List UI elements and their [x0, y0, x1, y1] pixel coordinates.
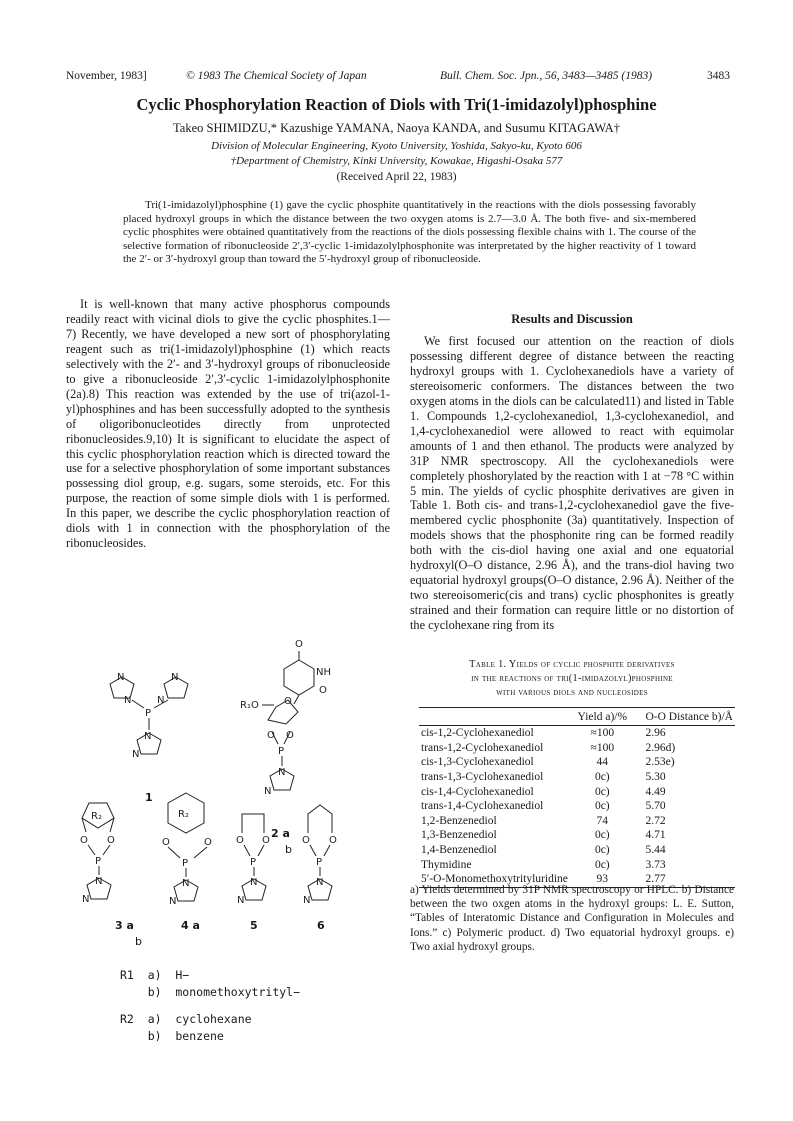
table-cell-compound: Thymidine — [421, 858, 472, 871]
table-cell-yield: 0c) — [594, 829, 610, 842]
compound-label-3a: 3 a — [115, 919, 134, 932]
table-cell-distance: 4.49 — [645, 785, 666, 798]
svg-text:N: N — [250, 877, 258, 888]
svg-text:NH: NH — [316, 667, 331, 678]
table-cell-distance: 2.96 — [645, 727, 666, 740]
svg-text:N: N — [303, 895, 311, 906]
table-cell-distance: 2.72 — [645, 814, 666, 827]
compound-5-structure — [236, 814, 270, 906]
header-page-number: 3483 — [707, 70, 730, 82]
svg-text:O: O — [329, 835, 337, 846]
svg-text:O: O — [162, 837, 170, 848]
svg-text:O: O — [107, 835, 115, 846]
compound-1-structure — [110, 672, 188, 760]
table-cell-compound: 1,2-Benzenediol — [421, 814, 497, 827]
svg-text:P: P — [316, 857, 323, 868]
table-cell-distance: 2.96d) — [645, 741, 676, 754]
compound-4-structure — [162, 793, 212, 907]
introduction-paragraph: It is well-known that many active phosphorus compounds readily react with vicinal diols to give the cyclic phosphites.1—7) Recently, we have developed a new sort of phosphorylating reagent such as tri(1-imidazolyl)phosphine (1) which reacts selectively with the 2′- and 3′-hydroxyl groups of ribonucleoside to give a ribonucleoside 2′,3′-cyclic 1-imidazolylphosphonite (2a).8) This reaction was extended by the use of tri(azol-1-yl)phosphines and has been successfully adopted to the synthesis of oligoribonucleotides directly from unprotected ribonucleosides.9,10) It is significant to elucidate the aspect of this cyclic phosphorylation reaction which is directed toward the use for a selective phosphorylation of some important substances possessing diol group, e.g. sugars, some steroids, etc. For this purpose, the reaction of some simple diols with 1 is performed. In this paper, we describe the cyclic phosphorylation reaction of diols with 1 in connection with the phosphorylation of the ribonucleosides. — [66, 297, 390, 551]
table-cell-compound: 5′-O-Monomethoxytrityluridine — [419, 872, 571, 887]
svg-text:O: O — [295, 639, 303, 650]
table-header-yield: Yield a)/% — [571, 708, 633, 726]
table-cell-yield: 0c) — [594, 785, 610, 798]
compound-label-2a: 2 a — [271, 827, 290, 840]
table-cell-compound: 1,4-Benzenediol — [421, 844, 497, 857]
table-header-compound — [419, 708, 571, 726]
table-cell-compound: cis-1,2-Cyclohexanediol — [421, 727, 534, 740]
svg-text:P: P — [95, 856, 102, 867]
svg-text:N: N — [237, 895, 245, 906]
table-cell-distance: 5.30 — [645, 771, 666, 784]
table-row — [419, 857, 735, 872]
table-header-distance: O-O Distance b)/Å — [633, 708, 735, 726]
compound-6-structure — [302, 805, 337, 906]
header-date: November, 1983] — [66, 70, 147, 82]
table-row — [419, 755, 735, 770]
svg-text:P: P — [250, 857, 257, 868]
table-footnotes: a) Yields determined by 31P NMR spectroscopy or HPLC. b) Distance between the two oxgen atoms in the hydroxyl groups: L. E. Sutton, “Tables of Interatomic Distance and Configuration in Molecules and Ions.” c) Polymeric product. d) Two equatorial hydroxyl groups. e) Two axial hydroxyl groups. — [410, 884, 734, 953]
svg-text:P: P — [145, 708, 152, 719]
table-row — [419, 843, 735, 858]
compound-label-5: 5 — [250, 919, 258, 932]
table-cell-distance: 4.71 — [645, 829, 666, 842]
table-cell-yield: 74 — [596, 814, 609, 827]
svg-text:N: N — [171, 672, 179, 683]
svg-text:O: O — [262, 835, 270, 846]
svg-text:O: O — [302, 835, 310, 846]
table-caption — [410, 658, 734, 700]
compound-label-2b: b — [285, 843, 292, 856]
svg-text:O: O — [204, 837, 212, 848]
paper-title: Cyclic Phosphorylation Reaction of Diols with Tri(1-imidazolyl)phosphine — [136, 95, 657, 114]
table-cell-distance: 2.53e) — [645, 756, 675, 769]
table-cell-compound: trans-1,3-Cyclohexanediol — [421, 771, 544, 784]
affiliation-kinki: †Department of Chemistry, Kinki University, Kowakae, Higashi-Osaka 577 — [230, 155, 563, 167]
svg-text:N: N — [157, 695, 165, 706]
header-copyright: © 1983 The Chemical Society of Japan — [186, 70, 367, 82]
svg-text:R₁O: R₁O — [240, 700, 259, 711]
svg-text:N: N — [182, 878, 190, 889]
table-cell-yield: ≈100 — [590, 727, 615, 740]
svg-text:O: O — [319, 685, 327, 696]
table-cell-yield: 0c) — [594, 844, 610, 857]
chemical-structures — [64, 639, 394, 920]
table-header-row — [419, 708, 735, 726]
svg-text:R₂: R₂ — [91, 811, 102, 822]
legend-r1-b: b) monomethoxytrityl− — [120, 985, 301, 999]
svg-text:N: N — [264, 786, 272, 797]
table-cell-yield: 0c) — [594, 771, 610, 784]
yields-table — [419, 707, 735, 888]
compound-label-4a: 4 a — [181, 919, 200, 932]
table-row — [419, 784, 735, 799]
svg-text:N: N — [124, 695, 132, 706]
table-cell-yield: 44 — [596, 756, 609, 769]
table-cell-yield: 93 — [571, 872, 633, 887]
svg-text:O: O — [284, 696, 292, 707]
legend-r2-b: b) benzene — [120, 1029, 224, 1043]
results-paragraph: We first focused our attention on the reaction of diols possessing different degree of distance between the reacting hydroxyl groups with 1. Cyclohexanediols have a variety of stereoisomeric conformers. The distances between the two oxygen atoms in the diols can be calculated11) and listed in Table 1. Compounds 1,2-cyclohexanediol, 1,3-cyclohexanediol, and 1,4-cyclohexanediol were allowed to react with equimolar amounts of 1 and then ethanol. The products were analyzed by 31P NMR spectroscopy. All the cyclohexanediols were completely phoshorylated by the reaction with 1 at −78 °C within 5 min. The yields of cyclic phosphite derivatives are given in Table 1. Both cis- and trans-1,2-cyclohexanediol gave the five-membered cyclic phosphonite (3a) quantitatively. Inspection of models shows that the phosphonite ring can be formed readily both with the cis-diol having one axial and one equatorial hydroxyl(O–O distance, 2.96 Å), and the trans-diol having two equatorial hydroxyl groups(O–O distance, 2.96 Å). Neither of the two stereoisomeric(cis and trans) cyclic phosphonites is greatly strained and their formation can require little or no distortion of the cyclohexane ring from its — [410, 334, 734, 633]
table-row — [419, 726, 735, 741]
svg-text:N: N — [144, 731, 152, 742]
svg-text:O: O — [236, 835, 244, 846]
svg-text:N: N — [82, 894, 90, 905]
table-cell-compound: cis-1,3-Cyclohexanediol — [421, 756, 534, 769]
svg-text:N: N — [117, 672, 125, 683]
svg-text:P: P — [278, 746, 285, 757]
table-cell-distance: 5.44 — [645, 844, 666, 857]
compound-label-6: 6 — [317, 919, 325, 932]
compound-2-structure — [240, 639, 331, 797]
svg-text:N: N — [169, 896, 177, 907]
table-row — [419, 799, 735, 814]
table-cell-compound: cis-1,4-Cyclohexanediol — [421, 785, 534, 798]
author-list: Takeo SHIMIDZU,* Kazushige YAMANA, Naoya KANDA, and Susumu KITAGAWA† — [173, 121, 620, 135]
table-caption-line-3: with various diols and nucleosides — [496, 688, 648, 698]
svg-text:N: N — [278, 767, 286, 778]
table-cell-compound: trans-1,4-Cyclohexanediol — [421, 800, 544, 813]
legend-r2-a: R2 a) cyclohexane — [120, 1012, 252, 1026]
table-cell-distance: 5.70 — [645, 800, 666, 813]
table-caption-line-2: in the reactions of tri(1-imidazolyl)phosphine — [471, 673, 673, 684]
table-cell-distance: 3.73 — [645, 858, 666, 871]
svg-text:P: P — [182, 858, 189, 869]
table-row — [419, 741, 735, 756]
svg-text:O: O — [267, 730, 275, 741]
svg-text:N: N — [316, 877, 324, 888]
svg-text:O: O — [286, 730, 294, 741]
table-cell-yield: ≈100 — [590, 741, 615, 754]
table-row — [419, 814, 735, 829]
legend-r1-a: R1 a) H− — [120, 968, 190, 982]
table-cell-distance: 2.77 — [633, 872, 735, 887]
svg-text:R₂: R₂ — [178, 809, 189, 820]
abstract: Tri(1-imidazolyl)phosphine (1) gave the cyclic phosphite quantitatively in the reactions with the diols possessing favorably placed hydroxyl groups in which the distance between the two oxygen atoms is 2.7—3.0 Å. The both five- and six-membered cyclic phosphites were obtained quantitatively from the reactions of the diols possessing flexible chains with 1. The course of the selective formation of ribonucleoside 2′,3′-cyclic 1-imidazolylphosphonite was interpretated by the higher reactivity of 1 toward the 2′- or 3′-hydroxyl group than toward the 5′-hydroxyl group of ribonucleoside. — [123, 199, 696, 266]
results-heading: Results and Discussion — [511, 312, 633, 326]
svg-text:O: O — [80, 835, 88, 846]
header-journal: Bull. Chem. Soc. Jpn., 56, 3483—3485 (1983) — [440, 70, 653, 82]
compound-label-1: 1 — [145, 791, 153, 804]
svg-text:N: N — [132, 749, 140, 760]
table-row — [419, 828, 735, 843]
table-caption-line-1: Table 1. Yields of cyclic phosphite derivatives — [469, 659, 675, 670]
compound-3-structure — [80, 803, 115, 905]
table-cell-compound: trans-1,2-Cyclohexanediol — [421, 741, 544, 754]
table-cell-compound: 1,3-Benzenediol — [421, 829, 497, 842]
received-date: (Received April 22, 1983) — [336, 171, 457, 183]
compound-label-3b: b — [135, 935, 142, 948]
svg-text:N: N — [95, 876, 103, 887]
affiliation-kyoto: Division of Molecular Engineering, Kyoto University, Yoshida, Sakyo-ku, Kyoto 606 — [211, 140, 582, 152]
table-cell-yield: 0c) — [594, 800, 610, 813]
table-cell-yield: 0c) — [594, 858, 610, 871]
table-row — [419, 770, 735, 785]
